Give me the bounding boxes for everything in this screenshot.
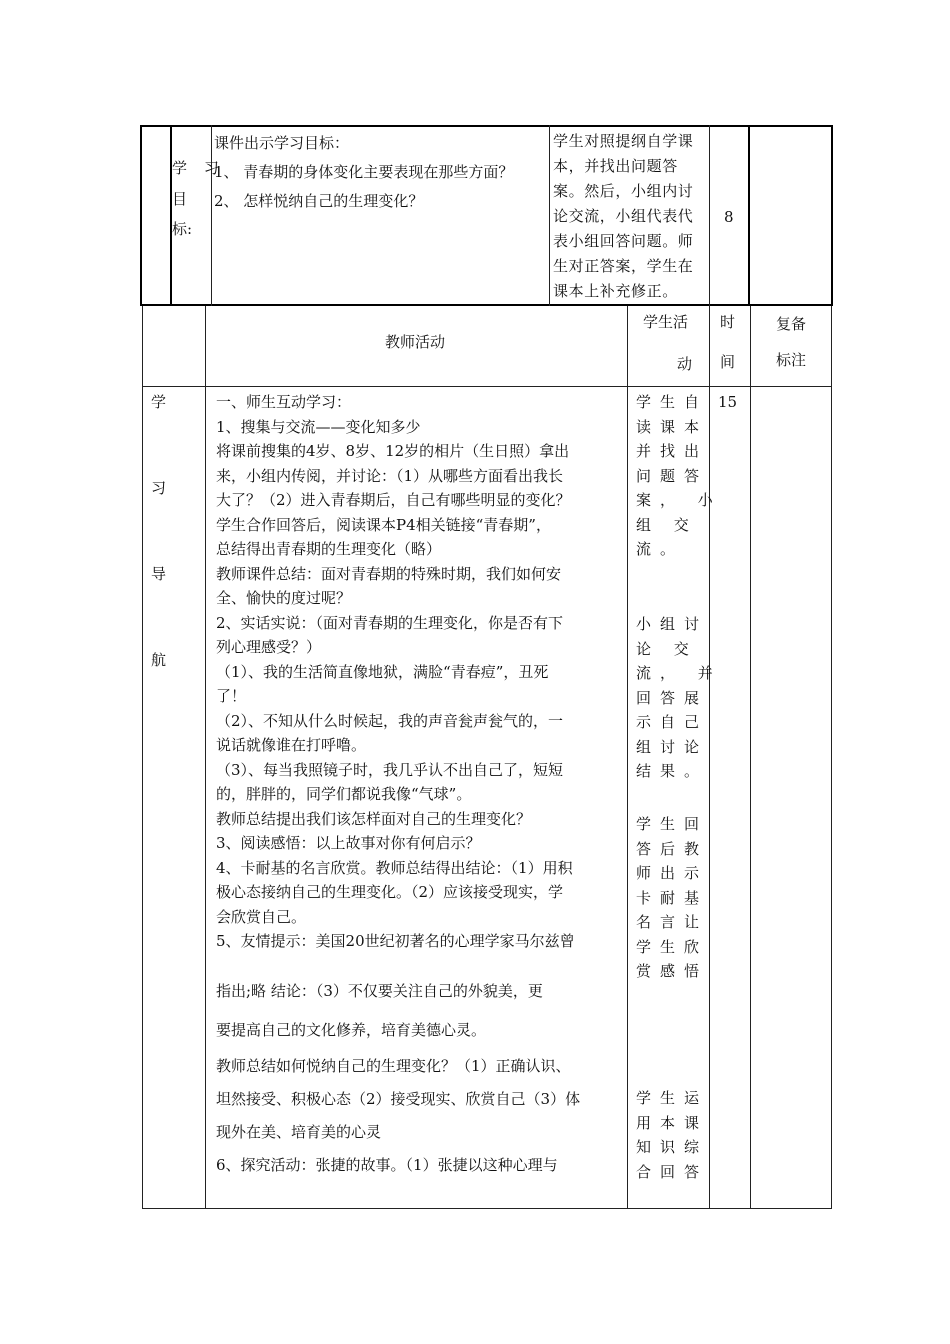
student-line: 本，并找出问题答 xyxy=(553,157,678,175)
teacher-line: 指出;略 结论：（3）不仅要关注自己的外貌美，更 xyxy=(216,982,543,1000)
student-line: 师出示 xyxy=(636,864,709,882)
student-activity-group xyxy=(636,612,722,784)
student-line: 流， 并 xyxy=(636,664,722,682)
student-line: 案， 小 xyxy=(636,491,722,509)
student-line: 生对正答案，学生在 xyxy=(553,257,694,275)
student-line: 学生回 xyxy=(636,815,709,833)
student-line: 论交流，小组代表代 xyxy=(553,207,694,225)
section-label-char: 航 xyxy=(151,651,167,669)
teacher-activity-content xyxy=(216,1053,580,1179)
teacher-line: 1、搜集与交流——变化知多少 xyxy=(216,417,421,436)
section-label-char: 习 xyxy=(151,479,167,497)
objectives-line: 2、 怎样悦纳自己的生理变化？ xyxy=(214,192,424,210)
teacher-line: 3、阅读感悟：以上故事对你有何启示？ xyxy=(216,834,481,852)
student-activity-group xyxy=(636,390,722,562)
teacher-line: （2）、不知从什么时候起，我的声音瓮声瓮气的，一 xyxy=(216,711,564,730)
student-line: 读课本 xyxy=(636,417,709,436)
student-line: 表小组回答问题。师 xyxy=(553,232,694,250)
teacher-line: 4、卡耐基的名言欣赏。教师总结得出结论：（1）用积 xyxy=(216,858,573,877)
student-line: 组 交 xyxy=(636,515,698,534)
teacher-line: 来，小组内传阅，并讨论：（1）从哪些方面看出我长 xyxy=(216,466,564,485)
student-line: 小组讨 xyxy=(636,615,709,633)
student-line: 回答展 xyxy=(636,688,709,707)
teacher-line: 全、愉快的度过呢？ xyxy=(216,589,352,607)
student-line: 示自己 xyxy=(636,713,709,731)
header-time: 间 xyxy=(720,353,736,371)
student-activity-group xyxy=(636,1086,708,1184)
objectives-label-char: 学 习 xyxy=(172,159,225,177)
teacher-line: 6、探究活动：张捷的故事。（1）张捷以这种心理与 xyxy=(216,1156,558,1174)
student-line: 结果。 xyxy=(636,762,709,780)
objectives-student-activity xyxy=(553,129,693,304)
header-notes: 标注 xyxy=(776,351,807,369)
teacher-line: 一、师生互动学习： xyxy=(216,393,352,411)
student-line: 学生运 xyxy=(636,1089,709,1107)
student-line: 合回答 xyxy=(636,1162,709,1181)
teacher-activity-content xyxy=(216,390,575,954)
teacher-line: 的，胖胖的，同学们都说我像“气球”。 xyxy=(216,785,472,803)
header-teacher-activity: 教师活动 xyxy=(385,333,446,351)
student-line: 卡耐基 xyxy=(636,888,709,907)
student-line: 问题答 xyxy=(636,466,709,485)
student-line: 学生欣 xyxy=(636,937,709,956)
student-line: 名言让 xyxy=(636,913,709,931)
teacher-line: 总结得出青春期的生理变化（略） xyxy=(216,540,442,558)
teacher-line: （1）、我的生活简直像地狱，满脸“青春痘”，丑死 xyxy=(216,662,549,681)
student-line: 学生自 xyxy=(636,393,709,411)
header-student-activity: 动 xyxy=(677,355,693,373)
section-label-char: 导 xyxy=(151,565,167,583)
teacher-line: 大了？（2）进入青春期后，自己有哪些明显的变化？ xyxy=(216,491,571,509)
teacher-line: 列心理感受？） xyxy=(216,638,322,656)
student-line: 论 交 xyxy=(636,639,698,658)
teacher-line: 学生合作回答后，阅读课本P4相关链接“青春期”， xyxy=(216,515,551,534)
student-line: 课本上补充修正。 xyxy=(553,282,678,300)
objectives-label-char: 标: xyxy=(172,220,193,238)
student-line: 组讨论 xyxy=(636,737,709,756)
objectives-content xyxy=(214,129,513,216)
section-time: 15 xyxy=(718,393,738,411)
student-line: 并找出 xyxy=(636,442,709,460)
teacher-line: 坦然接受、积极心态（2）接受现实、欣赏自己（3）体 xyxy=(216,1090,581,1108)
section-label-char: 学 xyxy=(151,393,167,411)
objectives-label-char: 目 xyxy=(172,189,188,208)
student-line: 用本课 xyxy=(636,1113,709,1132)
student-activity-group xyxy=(636,812,708,984)
teacher-line: 会欣赏自己。 xyxy=(216,907,307,926)
teacher-line: 教师课件总结：面对青春期的特殊时期，我们如何安 xyxy=(216,564,562,583)
teacher-line: 说话就像谁在打呼噜。 xyxy=(216,736,367,754)
objectives-line: 1、 青春期的身体变化主要表现在那些方面？ xyxy=(214,163,514,181)
teacher-line: 了！ xyxy=(216,687,247,705)
teacher-line: 极心态接纳自己的生理变化。（2）应该接受现实，学 xyxy=(216,883,564,901)
teacher-line: 2、实话实说：（面对青春期的生理变化，你是否有下 xyxy=(216,613,564,632)
teacher-line: 教师总结如何悦纳自己的生理变化？（1）正确认识、 xyxy=(216,1057,571,1075)
student-line: 流。 xyxy=(636,540,685,558)
student-line: 学生对照提纲自学课 xyxy=(553,132,694,150)
teacher-line: （3）、每当我照镜子时，我几乎认不出自己了，短短 xyxy=(216,760,564,779)
teacher-line: 5、友情提示：美国20世纪初著名的心理学家马尔兹曾 xyxy=(216,932,575,950)
student-line: 知识综 xyxy=(636,1138,709,1156)
student-line: 赏感悟 xyxy=(636,962,709,980)
teacher-line: 教师总结提出我们该怎样面对自己的生理变化？ xyxy=(216,809,532,828)
header-time: 时 xyxy=(720,313,736,331)
header-notes: 复备 xyxy=(776,315,807,333)
header-student-activity: 学生活 xyxy=(643,313,689,331)
objectives-line: 课件出示学习目标： xyxy=(214,134,350,152)
teacher-line: 将课前搜集的4岁、8岁、12岁的相片（生日照）拿出 xyxy=(216,442,570,460)
teacher-activity-content xyxy=(216,978,543,1044)
student-line: 答后教 xyxy=(636,839,709,858)
teacher-line: 现外在美、培育美的心灵 xyxy=(216,1123,382,1141)
objectives-time: 8 xyxy=(724,208,734,226)
student-line: 案。然后，小组内讨 xyxy=(553,182,694,200)
teacher-line: 要提高自己的文化修养，培育美德心灵。 xyxy=(216,1021,487,1039)
